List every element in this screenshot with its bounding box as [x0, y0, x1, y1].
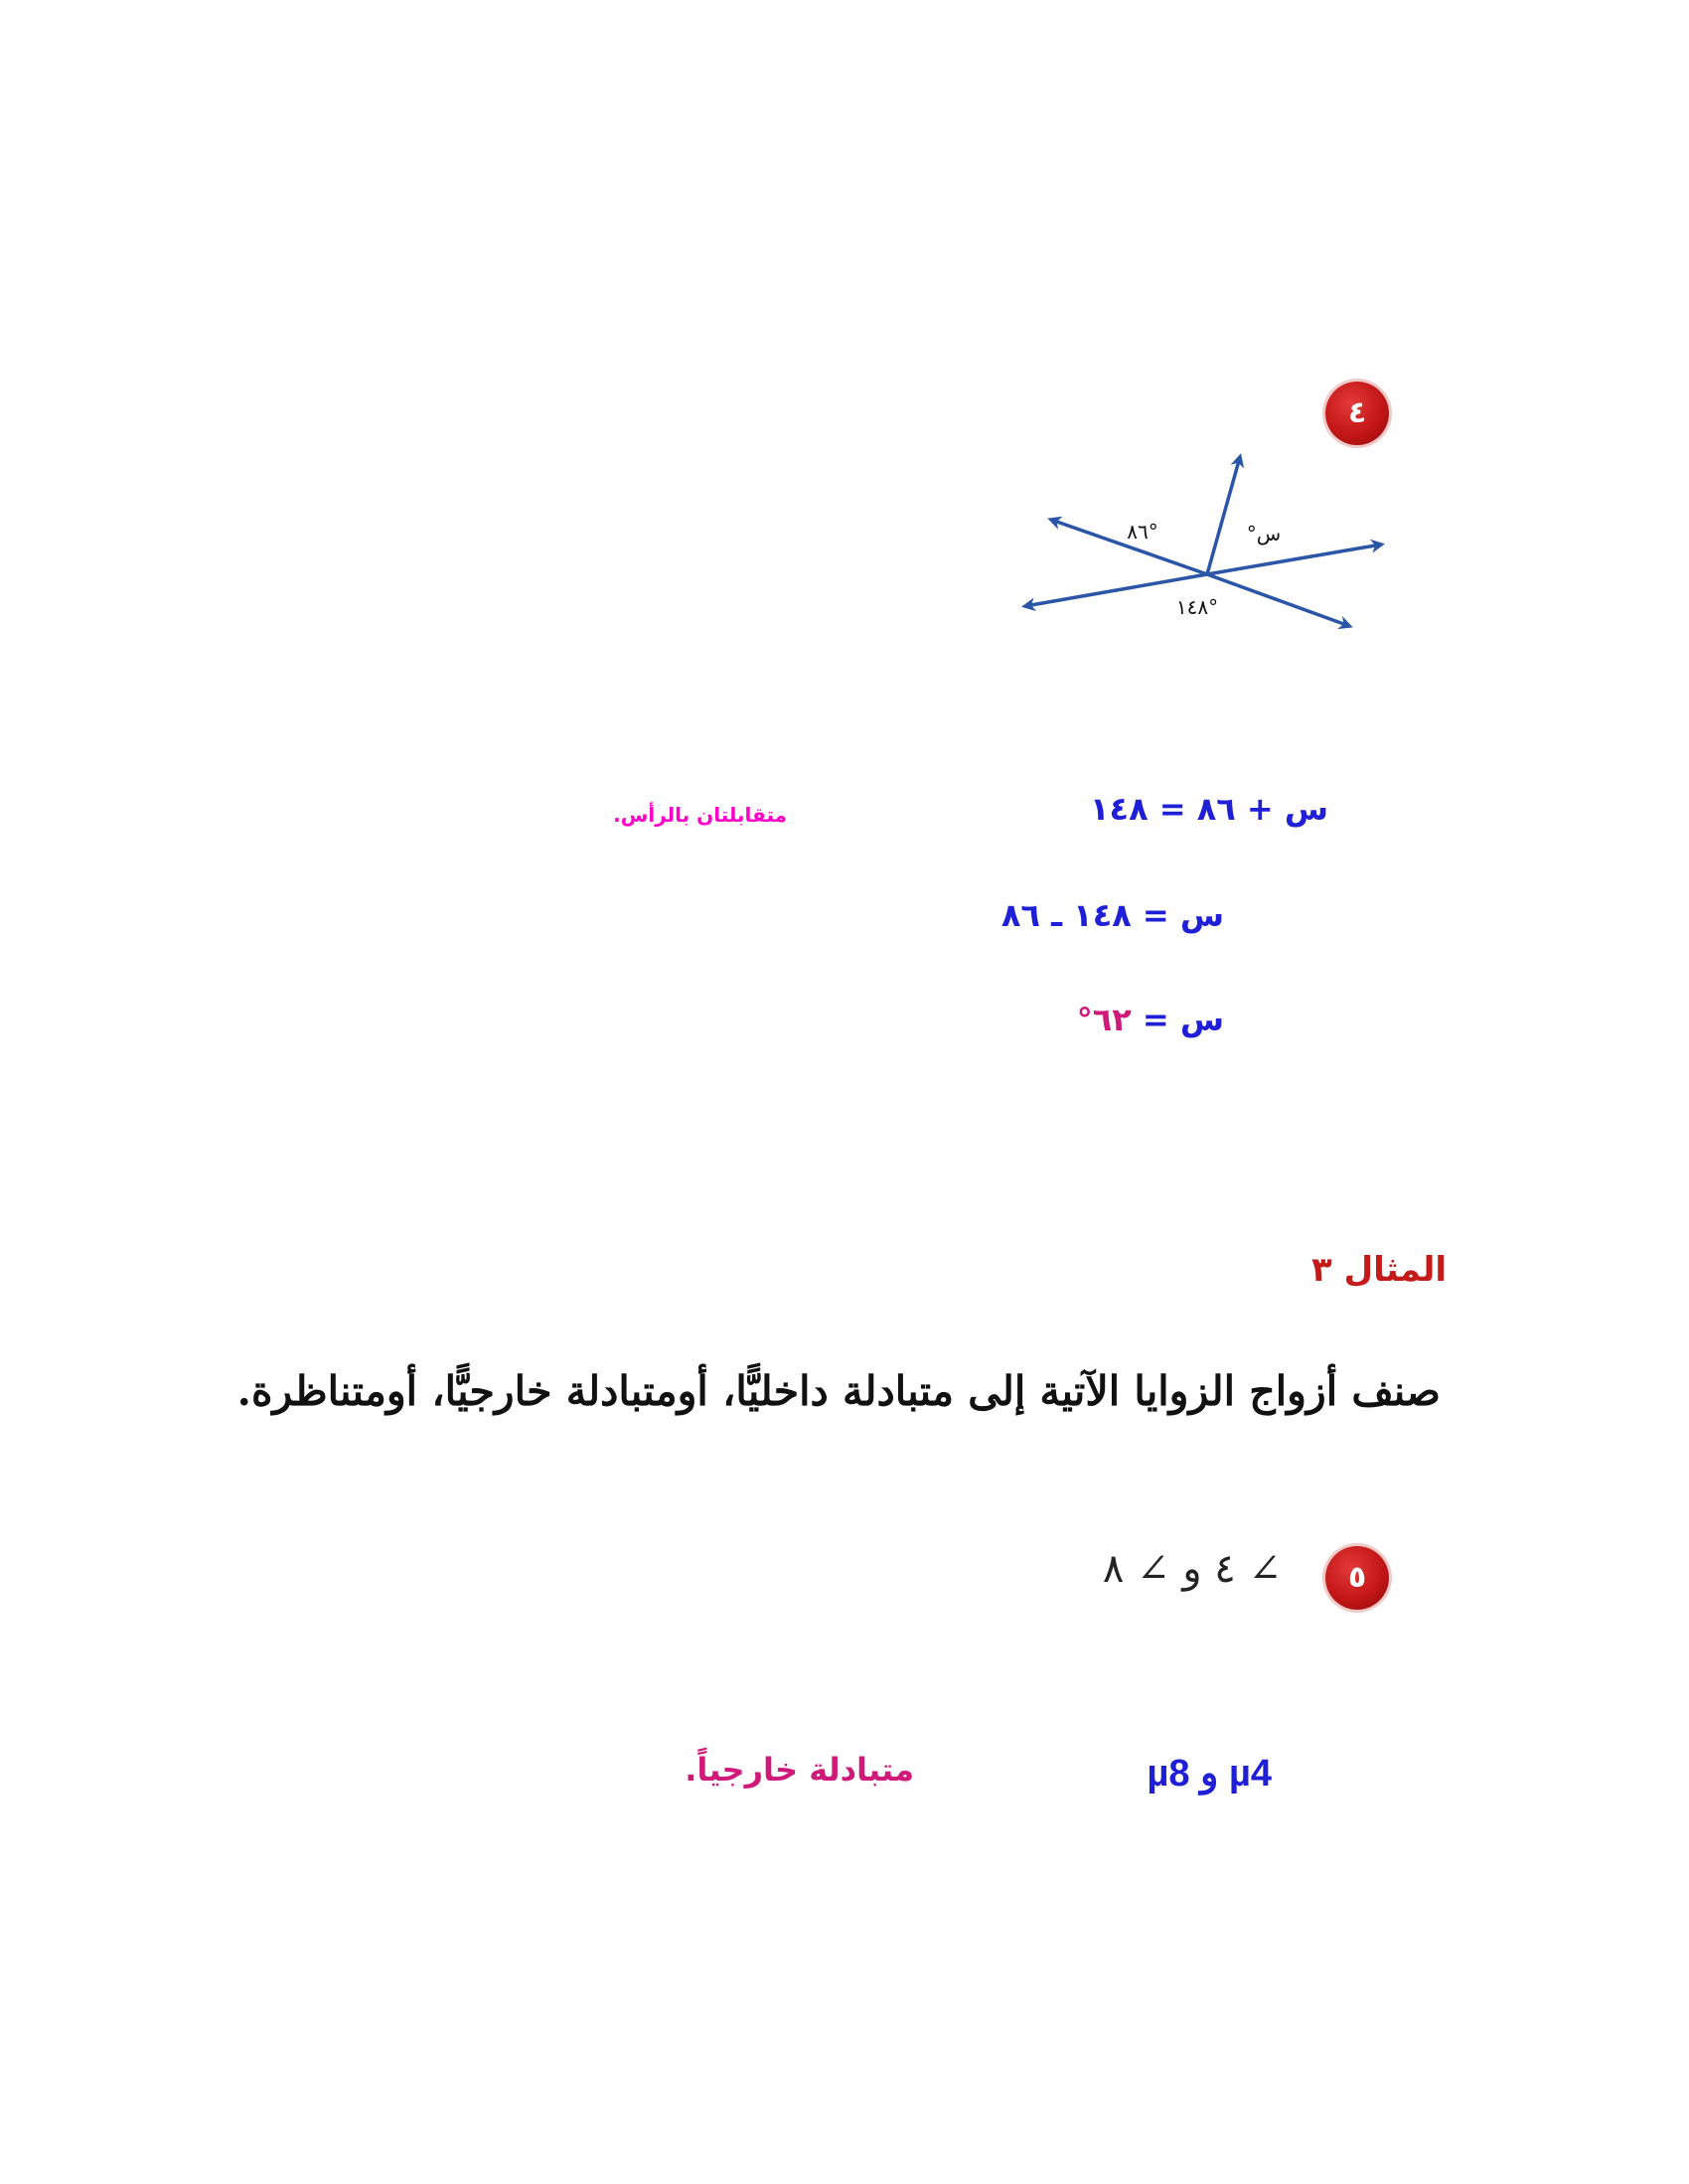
- problem-5-badge: ٥: [1325, 1546, 1389, 1610]
- equation-line-3: [1077, 1001, 1224, 1038]
- problem-5-text: ∠ ٤ و ∠ ٨: [1102, 1546, 1282, 1592]
- result-value: ٦٢°: [1076, 1001, 1132, 1038]
- angle-label-86: °٨٦: [1127, 520, 1158, 544]
- example-instruction: صنف أزواج الزوايا الآتية إلى متبادلة داخليًّا، أومتبادلة خارجيًّا، أومتناظرة.: [236, 1367, 1441, 1415]
- angle-pair-answer: µ4 و µ8: [1147, 1753, 1272, 1794]
- equation-line-3-lhs: س =: [1131, 1001, 1224, 1038]
- example-title: المثال ٣: [1311, 1250, 1447, 1290]
- ray-up: [1207, 457, 1240, 574]
- problem-4-badge: ٤: [1325, 382, 1389, 445]
- line-b: [1207, 545, 1381, 574]
- angle-type-answer: متبادلة خارجياً.: [685, 1751, 914, 1789]
- intersecting-lines-diagram: [1003, 447, 1401, 646]
- equation-line-1: س + ٨٦ = ١٤٨: [1090, 790, 1328, 828]
- equation-line-2: س = ١٤٨ ـ ٨٦: [1000, 896, 1224, 934]
- angle-label-x: س°: [1246, 522, 1282, 546]
- vertical-angles-note: متقابلتان بالرأس.: [613, 803, 787, 827]
- angle-label-148: °١٤٨: [1175, 595, 1219, 619]
- line-a-ext: [1207, 574, 1349, 626]
